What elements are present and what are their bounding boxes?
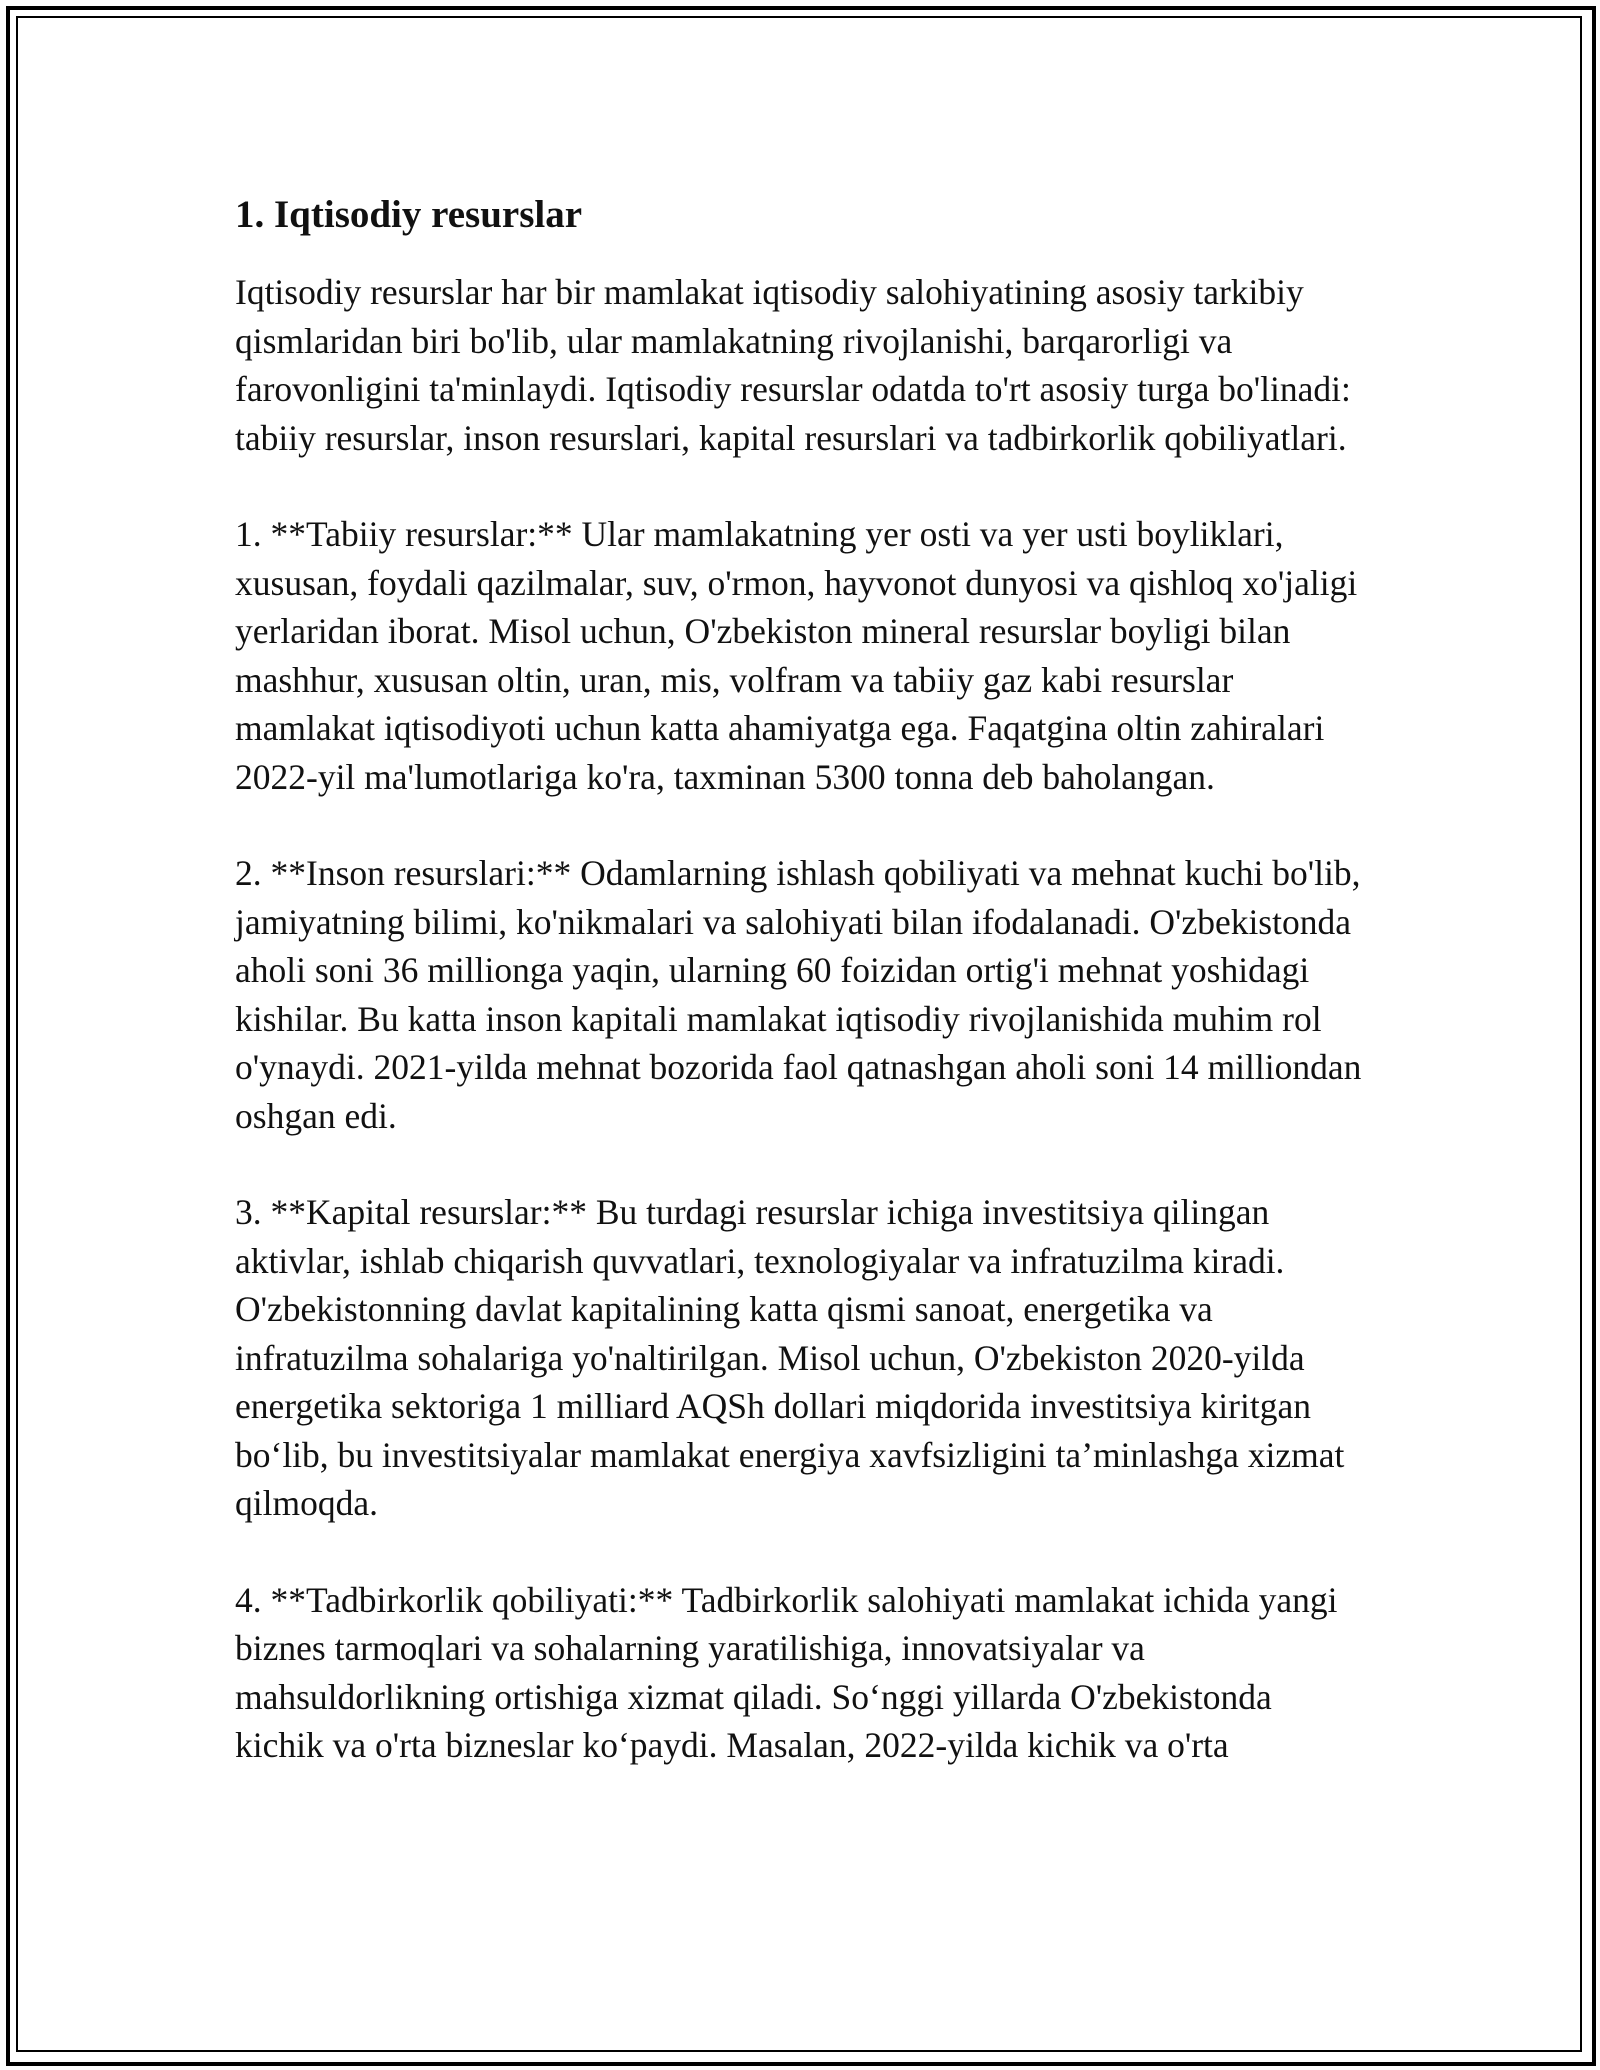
natural-resources-paragraph: 1. **Tabiiy resurslar:** Ular mamlakatning yer osti va yer usti boyliklari, xususan, foydali qazilmalar, suv, o'rmon, hayvonot dunyosi va qishloq xo'jaligi yerlaridan iborat. Misol uchun, O'zbekiston mineral resurslar boyligi bilan mashhur, xususan oltin, uran, mis, volfram va tabiiy gaz kabi resurslar mamlakat iqtisodiyoti uchun katta ahamiyatga ega. Faqatgina oltin zahiralari 2022-yil ma'lumotlariga ko'ra, taxminan 5300 tonna deb baholangan.	[235, 514, 1358, 797]
intro-paragraph: Iqtisodiy resurslar har bir mamlakat iqtisodiy salohiyatining asosiy tarkibiy qismlaridan biri bo'lib, ular mamlakatning rivojlanishi, barqarorligi va farovonligini ta'minlaydi. Iqtisodiy resurslar odatda to'rt asosiy turga bo'linadi: tabiiy resurslar, inson resurslari, kapital resurslari va tadbirkorlik qobiliyatlari.	[235, 272, 1351, 458]
human-resources-paragraph: 2. **Inson resurslari:** Odamlarning ishlash qobiliyati va mehnat kuchi bo'lib, jamiyatning bilimi, ko'nikmalari va salohiyati bilan ifodalanadi. O'zbekistonda aholi soni 36 millionga yaqin, ularning 60 foizidan ortig'i mehnat yoshidagi kishilar. Bu katta inson kapitali mamlakat iqtisodiy rivojlanishida muhim rol o'ynaydi. 2021-yilda mehnat bozorida faol qatnashgan aholi soni 14 milliondan oshgan edi.	[235, 853, 1362, 1136]
entrepreneurship-paragraph: 4. **Tadbirkorlik qobiliyati:** Tadbirkorlik salohiyati mamlakat ichida yangi biznes tarmoqlari va sohalarning yaratilishiga, innovatsiyalar va mahsuldorlikning ortishiga xizmat qiladi. So‘nggi yillarda O'zbekistonda kichik va o'rta bizneslar ko‘paydi. Masalan, 2022-yilda kichik va o'rta	[235, 1579, 1338, 1765]
capital-resources-paragraph: 3. **Kapital resurslar:** Bu turdagi resurslar ichiga investitsiya qilingan aktivlar, ishlab chiqarish quvvatlari, texnologiyalar va infratuzilma kiradi. O'zbekistonning davlat kapitalining katta qismi sanoat, energetika va infratuzilma sohalariga yo'naltirilgan. Misol uchun, O'zbekiston 2020-yilda energetika sektoriga 1 milliard AQSh dollari miqdorida investitsiya kiritgan bo‘lib, bu investitsiyalar mamlakat energiya xavfsizligini ta’minlashga xizmat qilmoqda.	[235, 1192, 1345, 1523]
section-heading: 1. Iqtisodiy resurslar	[235, 193, 583, 236]
document-body	[235, 190, 1365, 1770]
